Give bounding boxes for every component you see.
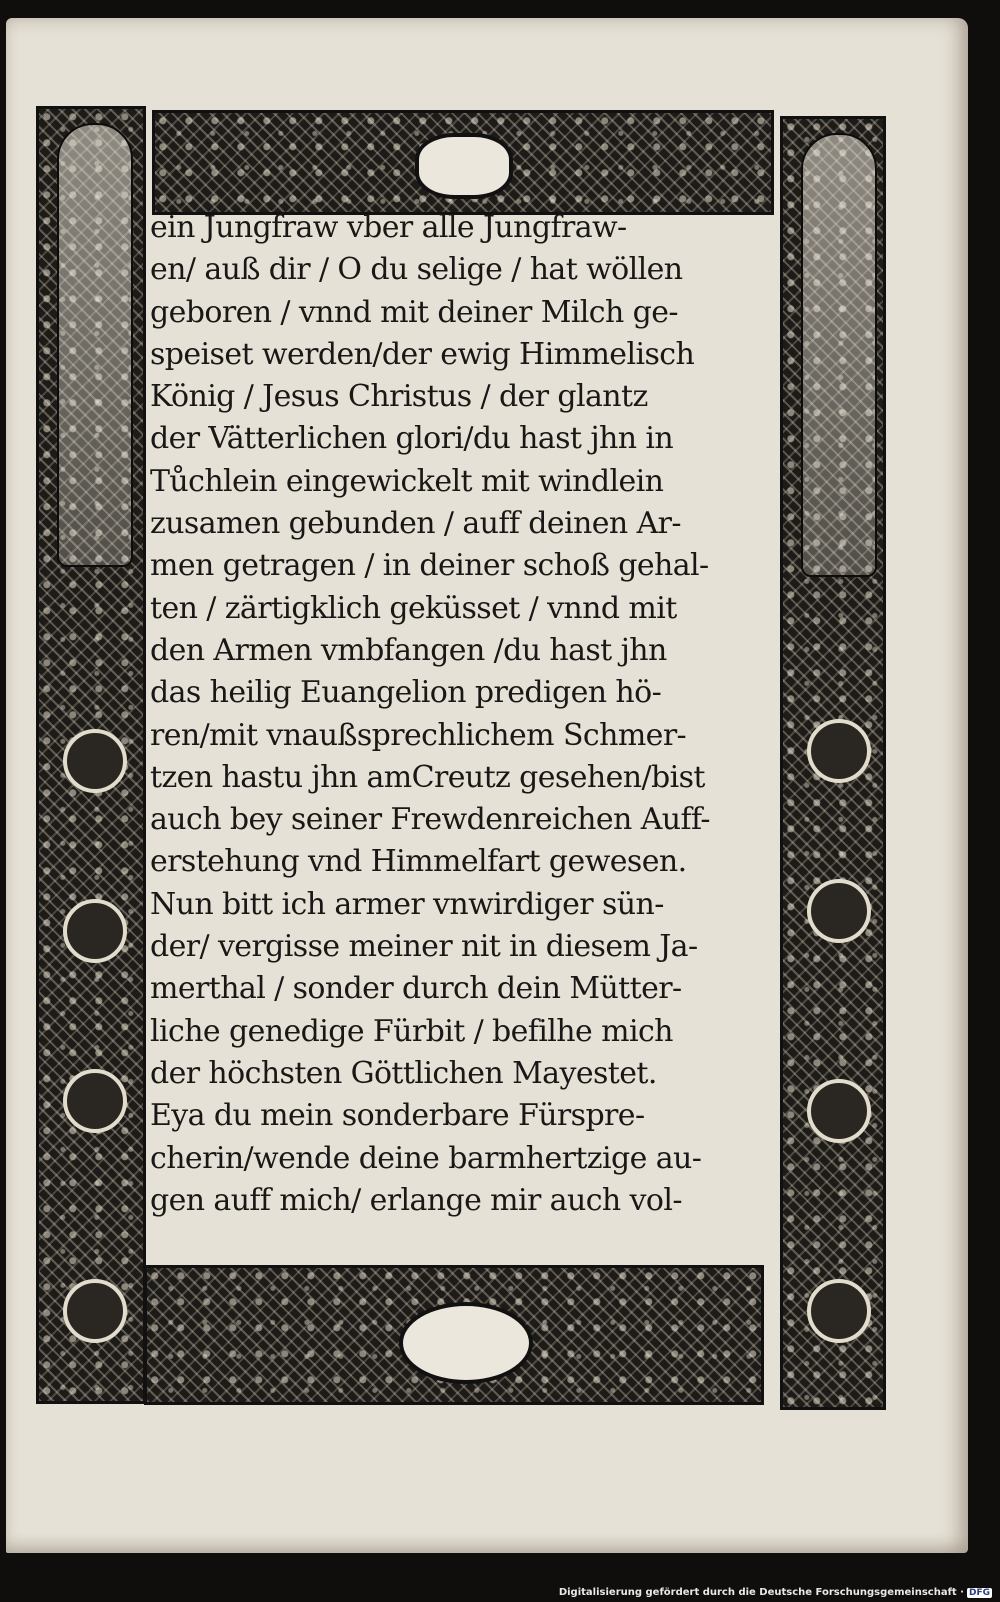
rosette-ornament (63, 1069, 127, 1133)
ornament-border-left (36, 106, 146, 1404)
text-line: ten / zärtigklich geküsset / vnnd mit (150, 590, 677, 626)
rosette-ornament (63, 899, 127, 963)
text-line: liche genedige Fürbit / befilhe mich (150, 1013, 673, 1049)
text-line: tzen hastu jhn amCreutz gesehen/bist (150, 759, 705, 795)
saint-figure-woodcut (801, 133, 877, 577)
text-line: das heilig Euangelion predigen hö- (150, 675, 662, 711)
text-block (150, 207, 762, 1222)
text-line: den Armen vmbfangen /du hast jhn (150, 632, 667, 668)
rosette-ornament (807, 879, 871, 943)
rosette-ornament (807, 719, 871, 783)
ornament-border-top (152, 110, 774, 215)
ornament-border-bottom (144, 1265, 764, 1405)
text-line: gen auff mich/ erlange mir auch vol- (150, 1182, 682, 1218)
text-line: Nun bitt ich armer vnwirdiger sün- (150, 886, 664, 922)
footer-text: Digitalisierung gefördert durch die Deutsche Forschungsgemeinschaft · (558, 1587, 964, 1598)
text-line: der höchsten Göttlichen Mayestet. (150, 1055, 657, 1091)
ornament-border-right (780, 116, 886, 1410)
text-line: der Vätterlichen glori/du hast jhn in (150, 421, 674, 457)
text-line: men getragen / in deiner schoß gehal- (150, 548, 709, 584)
text-line: zusamen gebunden / auff deinen Ar- (150, 506, 681, 542)
text-line: Eya du mein sonderbare Fürspre- (150, 1098, 645, 1134)
rosette-ornament (63, 729, 127, 793)
text-line: erstehung vnd Himmelfart gewesen. (150, 844, 687, 880)
text-line: auch bey seiner Frewdenreichen Auff- (150, 802, 710, 838)
text-line: König / Jesus Christus / der glantz (150, 379, 648, 415)
text-line: speiset werden/der ewig Himmelisch (150, 336, 695, 372)
text-line: ein Jungfraw vber alle Jungfraw- (150, 210, 627, 245)
text-line: der/ vergisse meiner nit in diesem Ja- (150, 929, 698, 965)
madonna-figure-woodcut (57, 123, 133, 567)
rosette-ornament (63, 1279, 127, 1343)
rosette-ornament (807, 1079, 871, 1143)
cartouche-bottom (399, 1302, 533, 1384)
text-line: merthal / sonder durch dein Mütter- (150, 971, 682, 1007)
cartouche-top (415, 133, 513, 199)
text-line: Tůchlein eingewickelt mit windlein (150, 463, 664, 499)
text-line: ren/mit vnaußsprechlichem Schmer- (150, 717, 687, 753)
rosette-ornament (807, 1279, 871, 1343)
dfg-logo: DFG (968, 1588, 990, 1598)
text-line: en/ auß dir / O du selige / hat wöllen (150, 252, 683, 288)
text-line: cherin/wende deine barmhertzige au- (150, 1140, 702, 1176)
dfg-credit-footer (559, 1587, 992, 1598)
text-line: geboren / vnnd mit deiner Milch ge- (150, 294, 678, 330)
